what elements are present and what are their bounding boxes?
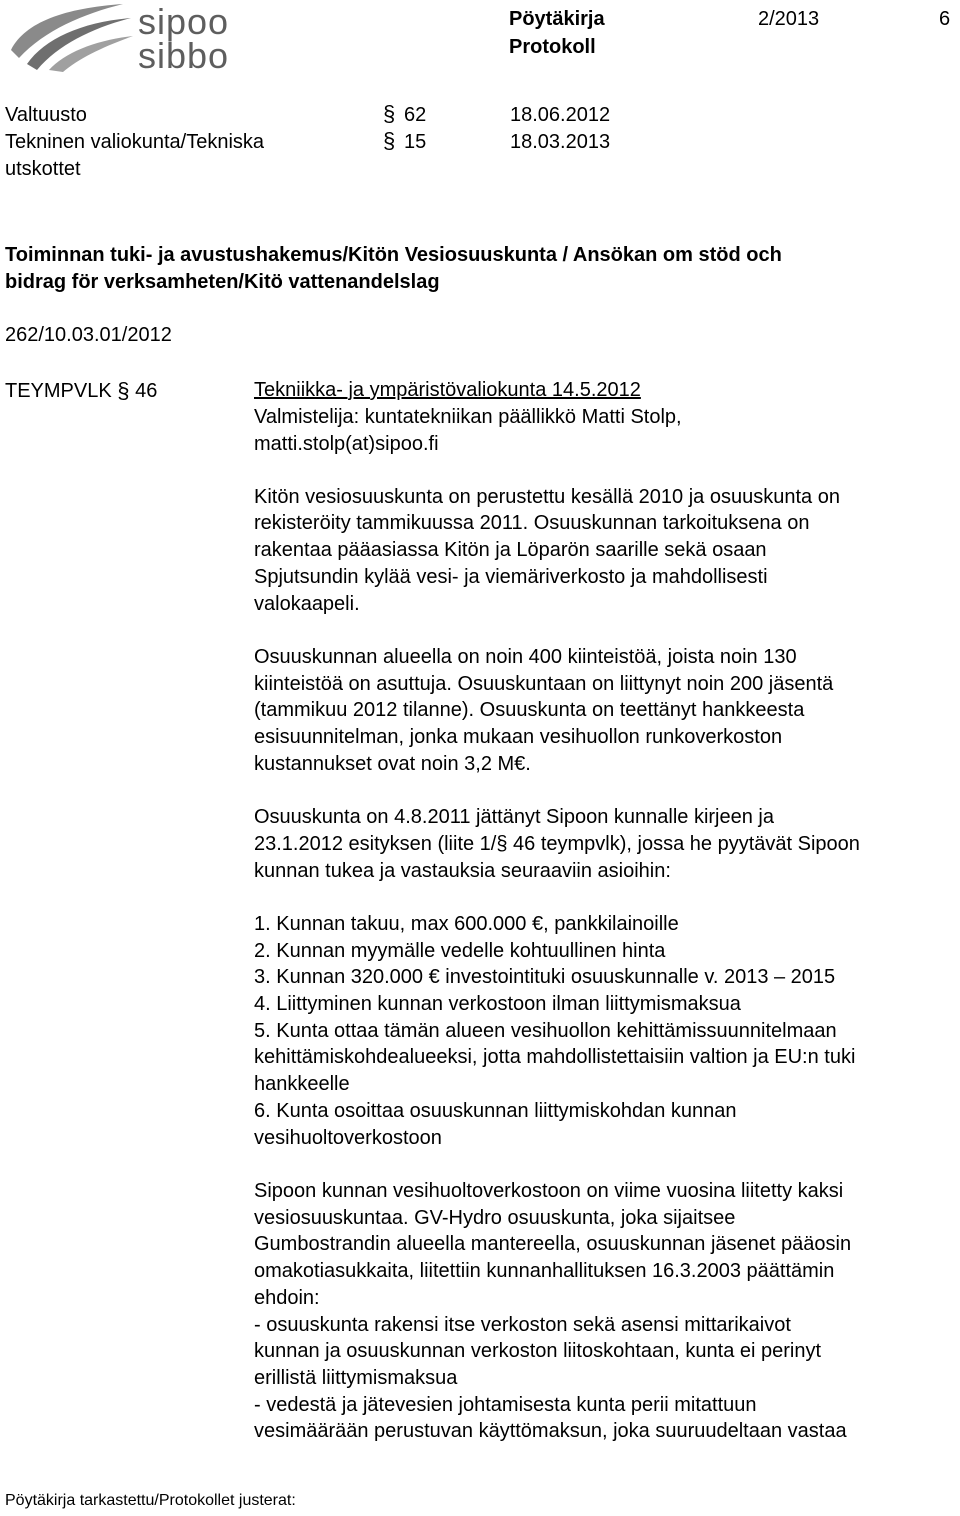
body-line: - vedestä ja jätevesien johtamisesta kunta perii mitattuun (254, 1393, 757, 1416)
body-line (254, 777, 860, 804)
body-line: Kitön vesiosuuskunta on perustettu kesällä 2010 ja osuuskunta on (254, 485, 840, 508)
list-item: 1. Kunnan takuu, max 600.000 €, pankkilainoille (254, 912, 679, 935)
body-line: rakentaa pääasiassa Kitön ja Löparön saarille sekä osaan (254, 539, 767, 562)
body-text (254, 457, 860, 1445)
body-line: - osuuskunta rakensi itse verkoston sekä asensi mittarikaivot (254, 1313, 791, 1336)
preparer-email: matti.stolp(at)sipoo.fi (254, 433, 439, 455)
body-line: Osuuskunnan alueella on noin 400 kiinteistöä, joista noin 130 (254, 645, 797, 668)
body-line: Sipoon kunnan vesihuoltoverkostoon on viime vuosina liitetty kaksi (254, 1179, 844, 1202)
list-item: 5. Kunta ottaa tämän alueen vesihuollon kehittämissuunnitelmaan (254, 1019, 837, 1042)
list-item: 3. Kunnan 320.000 € investointituki osuuskunnalle v. 2013 – 2015 (254, 966, 836, 989)
body-line: kiinteistöä on asuttuja. Osuuskuntaan on liittynyt noin 200 jäsentä (254, 672, 834, 695)
body-line: kehittämiskohdealueeksi, jotta mahdollistettaisiin valtion ja EU:n tuki (254, 1046, 856, 1069)
meeting-label: TEYMPVLK § 46 (5, 378, 158, 403)
logo-text-sipoo: sipoo (138, 1, 230, 42)
committee-name: Tekniikka- ja ympäristövaliokunta 14.5.2012 (254, 379, 641, 401)
subject-line-1: Toiminnan tuki- ja avustushakemus/Kitön Vesiosuuskunta / Ansökan om stöd och (5, 244, 782, 266)
body-line: omakotiasukkaita, liitettiin kunnanhallituksen 16.3.2003 päättämin (254, 1260, 835, 1283)
document-number: 2/2013 (758, 8, 820, 30)
logo-text-sibbo: sibbo (138, 35, 230, 76)
body-line (254, 1151, 860, 1178)
body-line: 23.1.2012 esityksen (liite 1/§ 46 teympvlk), jossa he pyytävät Sipoon (254, 832, 860, 855)
body-line (254, 884, 860, 911)
body-line: Osuuskunta on 4.8.2011 jättänyt Sipoon kunnalle kirjeen ja (254, 806, 774, 829)
reference-body: Tekninen valiokunta/Tekniska (5, 131, 265, 153)
body-line: Spjutsundin kylää vesi- ja viemäriverkosto ja mahdollisesti (254, 565, 768, 588)
body-line: kustannukset ovat noin 3,2 M€. (254, 752, 531, 775)
logo-swoosh-icon (5, 2, 135, 72)
body-line: kunnan tukea ja vastauksia seuraaviin asioihin: (254, 859, 671, 882)
body-line: ehdoin: (254, 1286, 320, 1309)
meeting-section-number: 46 (135, 380, 158, 402)
body-line: hankkeelle (254, 1073, 350, 1096)
section-sign: § (383, 101, 396, 126)
sipoo-sibbo-logo (5, 1, 267, 76)
reference-number: 62 (404, 104, 427, 126)
page-number: 6 (939, 8, 951, 30)
reference-date: 18.06.2012 (510, 104, 611, 126)
list-item: 2. Kunnan myymälle vedelle kohtuullinen hinta (254, 939, 666, 962)
section-sign: § (117, 378, 130, 403)
body-line: vesihuoltoverkostoon (254, 1126, 442, 1149)
list-item: 4. Liittyminen kunnan verkostoon ilman liittymismaksua (254, 993, 741, 1016)
body-line: vesimäärään perustuvan käyttömaksun, joka suuruudeltaan vastaa (254, 1420, 847, 1443)
body-line: vesiosuuskuntaa. GV-Hydro osuuskunta, joka sijaitsee (254, 1206, 736, 1229)
body-line: kunnan ja osuuskunnan verkoston liitoskohtaan, kunta ei perinyt (254, 1340, 822, 1363)
body-line: erillistä liittymismaksua (254, 1366, 458, 1389)
body-line: valokaapeli. (254, 592, 360, 615)
reference-body: Valtuusto (5, 104, 87, 126)
section-sign: § (383, 128, 396, 153)
case-number: 262/10.03.01/2012 (5, 324, 172, 346)
body-line: rekisteröity tammikuussa 2011. Osuuskunnan tarkoituksena on (254, 512, 810, 535)
list-item: 6. Kunta osoittaa osuuskunnan liittymiskohdan kunnan (254, 1099, 737, 1122)
reference-body-continuation: utskottet (5, 158, 81, 180)
footer-signature-label: Pöytäkirja tarkastettu/Protokollet justerat: (5, 1492, 296, 1509)
body-line: esisuunnitelman, jonka mukaan vesihuollon runkoverkoston (254, 726, 783, 749)
reference-number: 15 (404, 131, 427, 153)
body-line: (tammikuu 2012 tilanne). Osuuskunta on teettänyt hankkeesta (254, 699, 805, 722)
document-type-fi: Pöytäkirja (509, 8, 605, 30)
subject-line-2: bidrag för verksamheten/Kitö vattenandelslag (5, 271, 440, 293)
body-line: Gumbostrandin alueella mantereella, osuuskunnan jäsenet pääosin (254, 1233, 852, 1256)
preparer: Valmistelija: kuntatekniikan päällikkö Matti Stolp, (254, 406, 682, 428)
reference-date: 18.03.2013 (510, 131, 611, 153)
body-line (254, 617, 860, 644)
document-type-sv: Protokoll (509, 36, 596, 58)
body-line (254, 457, 860, 484)
